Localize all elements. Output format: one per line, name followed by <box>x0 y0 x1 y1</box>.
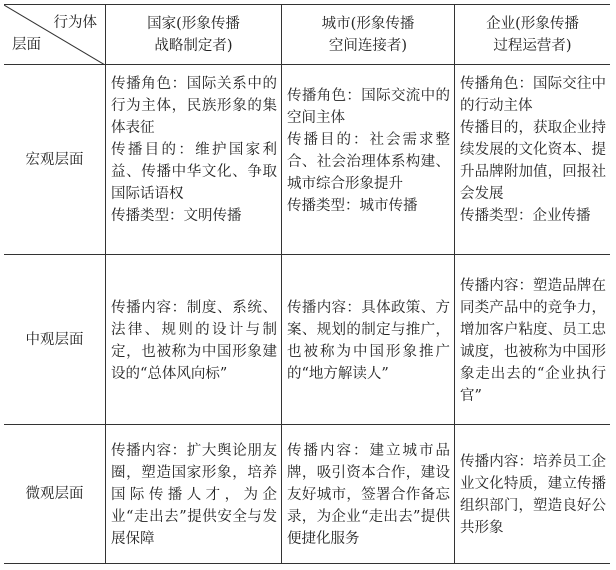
cell-paragraph: 传播角色：国际关系中的行为主体，民族形象的集体表征 <box>111 76 277 136</box>
column-header-country <box>105 5 281 64</box>
cell-macro-enterprise <box>454 65 610 254</box>
cell-micro-country <box>105 425 281 563</box>
cell-paragraph: 传播目的：社会需求整合、社会治理体系构建、城市综合形象提升 <box>287 132 450 192</box>
table-row-micro <box>4 425 610 563</box>
corner-label-level: 层面 <box>12 37 41 53</box>
column-header-enterprise <box>454 5 610 64</box>
table-header-row <box>4 5 610 65</box>
row-label-macro: 宏观层面 <box>25 151 84 168</box>
column-header-line1: 城市(形象传播 <box>321 15 415 32</box>
cell-micro-enterprise <box>454 425 610 563</box>
column-header-city <box>281 5 454 64</box>
cell-paragraph: 传播内容：塑造品牌在同类产品中的竞争力，增加客户粘度、员工忠诚度，也被称为中国形象走出去的“企业执行官” <box>460 277 606 404</box>
column-header-line2: 过程运营者) <box>493 37 572 54</box>
comparison-table <box>4 4 610 564</box>
cell-paragraph: 传播内容：培养员工企业文化特质，建立传播组织部门，塑造良好公共形象 <box>460 454 606 536</box>
corner-cell <box>4 5 105 64</box>
cell-text <box>287 440 450 550</box>
column-header-line2: 战略制定者) <box>154 37 233 54</box>
table-row-macro <box>4 65 610 255</box>
cell-paragraph: 传播内容：制度、系统、法律、规则的设计与制定，也被称为中国形象建设的“总体风向标” <box>111 299 277 382</box>
column-header-line1: 企业(形象传播 <box>486 15 579 32</box>
cell-paragraph: 传播内容：扩大舆论朋友圈，塑造国家形象，培养国际传播人才，为企业“走出去”提供安全与发展保障 <box>111 443 277 547</box>
cell-paragraph: 传播类型：文明传播 <box>111 208 242 224</box>
cell-paragraph: 传播类型：城市传播 <box>287 198 418 214</box>
cell-paragraph: 传播内容：建立城市品牌，吸引资本合作，建设友好城市，签署合作备忘录，为企业“走出去”提供便捷化服务 <box>287 443 450 547</box>
cell-macro-country <box>105 65 281 254</box>
cell-text <box>287 297 450 385</box>
cell-macro-city <box>281 65 454 254</box>
cell-meso-enterprise <box>454 255 610 424</box>
cell-paragraph: 传播目的，获取企业持续发展的文化资本、提升品牌附加值，回报社会发展 <box>460 120 606 202</box>
row-label-micro: 微观层面 <box>25 486 84 502</box>
cell-paragraph: 传播类型：企业传播 <box>460 208 591 224</box>
cell-paragraph: 传播角色：国际交流中的空间主体 <box>287 88 450 126</box>
column-header-line1: 国家(形象传播 <box>147 15 240 32</box>
cell-paragraph: 传播目的：维护国家利益、传播中华文化、争取国际话语权 <box>111 142 277 202</box>
cell-text <box>460 451 606 539</box>
corner-label-actor: 行为体 <box>53 15 97 31</box>
cell-text <box>111 73 277 227</box>
cell-meso-country <box>105 255 281 424</box>
cell-meso-city <box>281 255 454 424</box>
cell-text <box>111 440 277 550</box>
cell-micro-city <box>281 425 454 563</box>
table-row-meso <box>4 255 610 425</box>
cell-text <box>111 297 277 385</box>
cell-text <box>287 85 450 217</box>
cell-paragraph: 传播角色：国际交往中的行动主体 <box>460 76 606 114</box>
cell-paragraph: 传播内容：具体政策、方案、规划的制定与推广，也被称为中国形象推广的“地方解读人” <box>287 299 450 382</box>
column-header-line2: 空间连接者) <box>328 37 408 54</box>
row-label-meso: 中观层面 <box>25 331 84 348</box>
cell-text <box>460 275 606 407</box>
cell-text <box>460 73 606 227</box>
